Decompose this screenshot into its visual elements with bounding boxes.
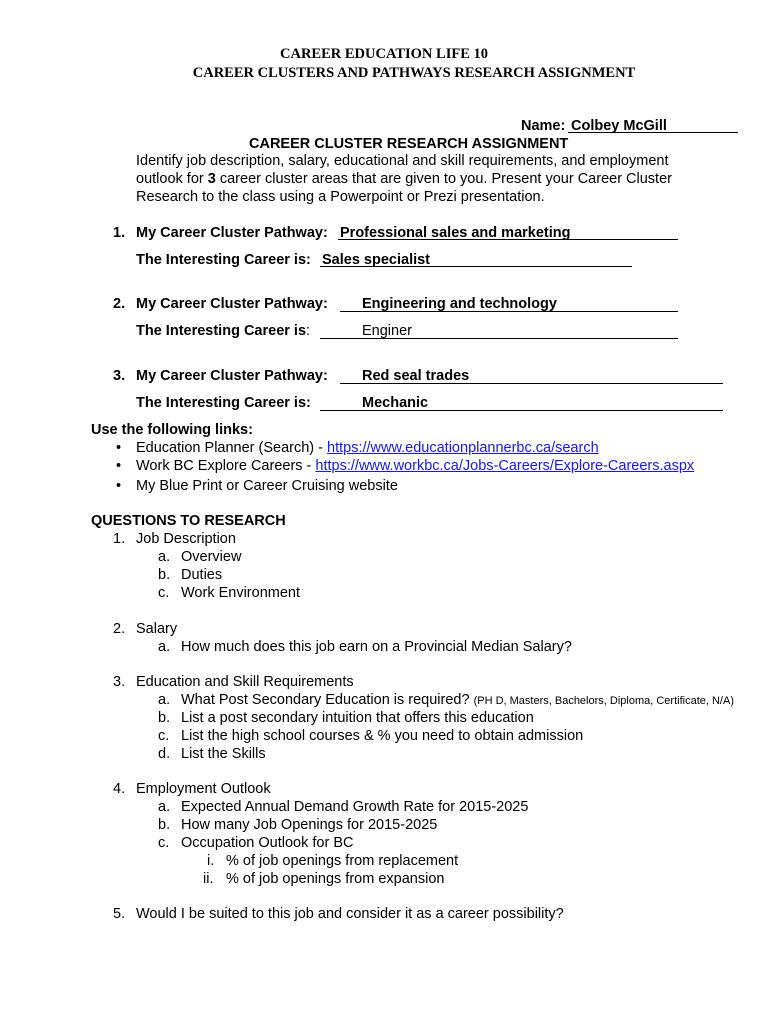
sub-number: b. [158,710,171,726]
question-number: 2. [113,621,126,637]
cluster-2-career-label-line [136,323,310,339]
cluster-2-career-colon: : [306,323,311,339]
cluster-2-pathway-label: My Career Cluster Pathway: [136,296,328,312]
questions-heading: QUESTIONS TO RESEARCH [91,513,286,529]
sub-high-school-courses: List the high school courses & % you need to obtain admission [181,728,584,744]
sub-number: c. [158,728,170,744]
link-label: Work BC Explore Careers - [136,458,316,474]
sub-number: c. [158,835,170,851]
sub-duties: Duties [181,567,223,583]
sub-occupation-outlook: Occupation Outlook for BC [181,835,354,851]
sub-job-openings: How many Job Openings for 2015-2025 [181,817,438,833]
subsub-number: ii. [203,871,214,887]
sub-number: a. [158,639,171,655]
subsub-number: i. [207,853,215,869]
name-label: Name: [521,118,566,134]
cluster-2-number: 2. [113,296,126,312]
education-planner-link[interactable]: https://www.educationplannerbc.ca/search [327,440,599,456]
cluster-1-pathway-underline [338,239,678,240]
question-suitability: Would I be suited to this job and consider it as a career possibility? [136,906,564,922]
cluster-3-pathway-value[interactable]: Red seal trades [362,368,470,384]
question-number: 5. [113,906,126,922]
cluster-1-career-underline [320,266,632,267]
cluster-3-pathway-underline [340,383,723,384]
question-employment-outlook: Employment Outlook [136,781,271,797]
sub-note: (PH D, Masters, Bachelors, Diploma, Certificate, N/A) [473,695,734,707]
cluster-3-career-value[interactable]: Mechanic [362,395,429,411]
workbc-link[interactable]: https://www.workbc.ca/Jobs-Careers/Explore-Careers.aspx [315,458,695,474]
sub-overview: Overview [181,549,242,565]
sub-number: a. [158,549,171,565]
sub-median-salary: How much does this job earn on a Provincial Median Salary? [181,639,572,655]
sub-growth-rate: Expected Annual Demand Growth Rate for 2015-2025 [181,799,529,815]
sub-text: What Post Secondary Education is required? [181,692,474,708]
sub-number: a. [158,692,171,708]
sub-institution: List a post secondary intuition that offers this education [181,710,534,726]
sub-skills: List the Skills [181,746,266,762]
question-education-skills: Education and Skill Requirements [136,674,354,690]
sub-number: b. [158,817,171,833]
question-number: 3. [113,674,126,690]
sub-number: a. [158,799,171,815]
link-item-blueprint: My Blue Print or Career Cruising website [136,478,398,494]
intro-count: 3 [207,171,216,187]
question-number: 1. [113,531,126,547]
course-title: CAREER EDUCATION LIFE 10 [280,46,488,62]
sub-work-environment: Work Environment [181,585,300,601]
cluster-3-career-label: The Interesting Career is: [136,395,311,411]
subsub-expansion: % of job openings from expansion [226,871,445,887]
sub-post-secondary [181,692,734,708]
intro-text: career cluster areas that are given to you. Present your Career Cluster [215,171,672,187]
cluster-1-career-value[interactable]: Sales specialist [322,252,431,268]
bullet-icon: • [116,478,122,494]
links-heading: Use the following links: [91,422,253,438]
bullet-icon: • [116,440,122,456]
question-number: 4. [113,781,126,797]
subsub-replacement: % of job openings from replacement [226,853,459,869]
section-title: CAREER CLUSTER RESEARCH ASSIGNMENT [249,136,569,152]
cluster-3-pathway-label: My Career Cluster Pathway: [136,368,328,384]
cluster-1-career-label: The Interesting Career is: [136,252,311,268]
intro-text: outlook for [136,171,208,187]
sub-number: b. [158,567,171,583]
question-salary: Salary [136,621,178,637]
link-item-workbc [136,458,694,474]
intro-line-1: Identify job description, salary, educational and skill requirements, and employment [136,153,669,169]
cluster-2-career-value[interactable]: Enginer [362,323,412,339]
cluster-2-career-underline [320,338,678,339]
cluster-3-number: 3. [113,368,126,384]
cluster-2-career-label: The Interesting Career is [136,323,307,339]
cluster-1-pathway-value[interactable]: Professional sales and marketing [340,225,571,241]
cluster-1-number: 1. [113,225,126,241]
name-value[interactable]: Colbey McGill [571,118,667,134]
bullet-icon: • [116,458,122,474]
link-item-education-planner [136,440,599,456]
name-underline [568,132,738,133]
sub-number: c. [158,585,170,601]
intro-line-3: Research to the class using a Powerpoint or Prezi presentation. [136,189,545,205]
assignment-title: CAREER CLUSTERS AND PATHWAYS RESEARCH ASSIGNMENT [192,65,636,81]
intro-line-2 [136,171,672,187]
sub-number: d. [158,746,171,762]
cluster-1-pathway-label: My Career Cluster Pathway: [136,225,328,241]
cluster-3-career-underline [320,410,723,411]
link-label: Education Planner (Search) - [136,440,328,456]
cluster-2-pathway-value[interactable]: Engineering and technology [362,296,557,312]
cluster-2-pathway-underline [340,311,678,312]
question-job-description: Job Description [136,531,236,547]
